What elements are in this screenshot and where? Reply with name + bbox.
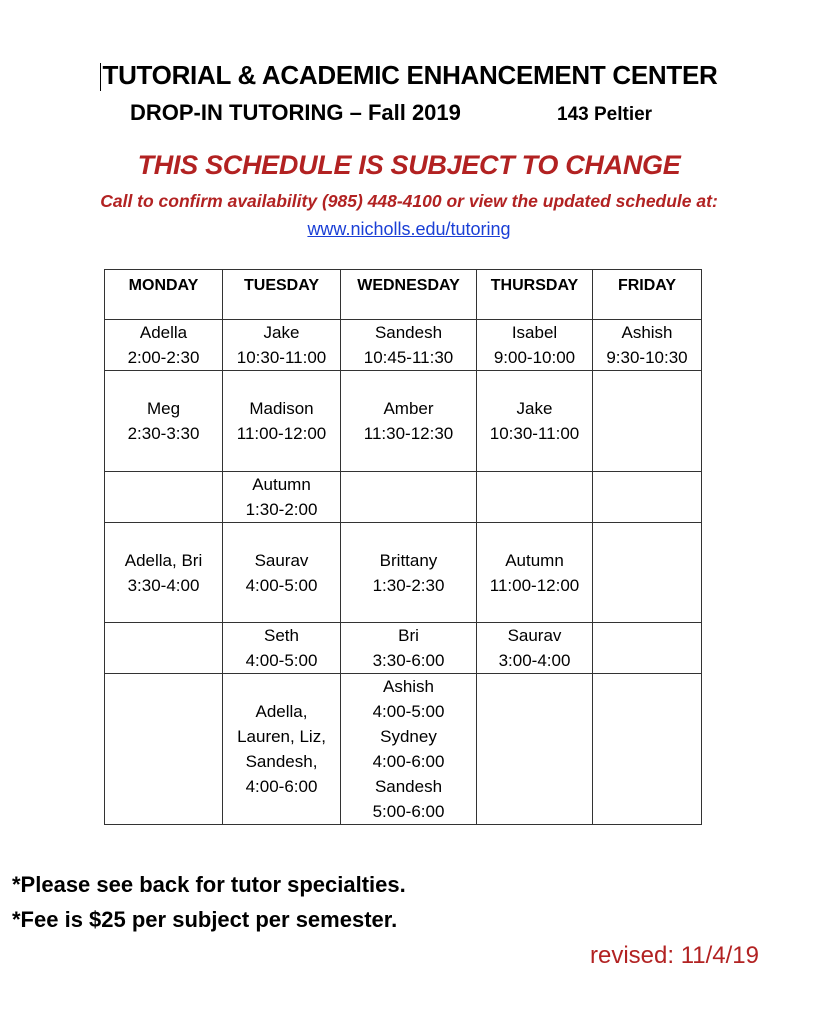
cell-line: Isabel: [511, 323, 558, 342]
cell-line: Jake: [516, 399, 553, 418]
center-title-text: TUTORIAL & ACADEMIC ENHANCEMENT CENTER: [102, 60, 718, 90]
cell-line: Seth: [264, 626, 299, 645]
schedule-cell: [477, 320, 593, 371]
schedule-cell: [593, 320, 702, 371]
column-header-wednesday: WEDNESDAY: [341, 270, 477, 320]
cell-line: Saurav: [254, 550, 309, 570]
schedule-cell: [341, 371, 477, 472]
cell-line: Saurav: [507, 626, 562, 645]
cell-line: 9:00-10:00: [493, 348, 576, 367]
cell-line: 4:00-5:00: [372, 702, 445, 721]
center-title: [0, 60, 818, 91]
schedule-cell: [223, 674, 341, 825]
cell-line: Adella: [139, 323, 188, 342]
cell-line: Madison: [249, 399, 314, 418]
schedule-cell: [223, 371, 341, 472]
schedule-cell: [341, 674, 477, 825]
cell-line: Sydney: [380, 727, 437, 746]
schedule-cell: [477, 371, 593, 472]
cell-line: 10:45-11:30: [363, 348, 454, 367]
schedule-cell: [477, 523, 593, 623]
table-row: [105, 371, 702, 472]
cell-line: 11:00-12:00: [489, 575, 580, 595]
schedule-cell: [593, 371, 702, 472]
cell-line: 4:00-5:00: [245, 651, 318, 670]
cell-line: Sandesh: [374, 323, 443, 342]
change-warning: THIS SCHEDULE IS SUBJECT TO CHANGE: [137, 150, 681, 180]
cell-line: Lauren, Liz,: [237, 727, 326, 746]
schedule-cell: [223, 523, 341, 623]
table-row: [105, 523, 702, 623]
cell-line: 10:30-11:00: [489, 424, 580, 443]
cell-line: Sandesh: [374, 777, 443, 796]
cell-line: 3:30-4:00: [127, 575, 200, 595]
schedule-cell: [105, 674, 223, 825]
cell-line: Bri: [398, 626, 419, 645]
call-to-confirm: Call to confirm availability (985) 448-4100 or view the updated schedule at:: [100, 191, 718, 211]
cell-line: Adella, Bri: [124, 550, 203, 570]
schedule-cell: [223, 623, 341, 674]
cell-line: 10:30-11:00: [236, 348, 327, 367]
cell-line: 5:00-6:00: [372, 802, 445, 821]
schedule-cell: [477, 623, 593, 674]
column-header-tuesday: TUESDAY: [223, 270, 341, 320]
location: 143 Peltier: [557, 104, 653, 125]
schedule-cell: [477, 472, 593, 523]
tutoring-link[interactable]: www.nicholls.edu/tutoring: [307, 219, 511, 239]
table-row: [105, 320, 702, 371]
column-header-friday: FRIDAY: [593, 270, 702, 320]
cell-line: Meg: [146, 399, 181, 418]
specialties-note: *Please see back for tutor specialties.: [12, 872, 406, 897]
cell-line: Brittany: [379, 550, 438, 570]
cell-line: 3:30-6:00: [372, 651, 445, 670]
schedule-cell: [341, 523, 477, 623]
cell-line: 1:30-2:30: [372, 575, 445, 595]
schedule-cell: [105, 371, 223, 472]
cell-line: Ashish: [621, 323, 673, 342]
table-row: [105, 674, 702, 825]
schedule-cell: [593, 674, 702, 825]
program-subtitle: DROP-IN TUTORING – Fall 2019: [130, 100, 461, 125]
cell-line: 2:00-2:30: [127, 348, 200, 367]
cell-line: Jake: [263, 323, 300, 342]
cell-line: 4:00-5:00: [245, 575, 318, 595]
schedule-cell: [105, 623, 223, 674]
schedule-cell: [477, 674, 593, 825]
cell-line: Ashish: [382, 677, 435, 696]
schedule-cell: [341, 472, 477, 523]
cell-line: 11:00-12:00: [236, 424, 327, 443]
schedule-cell: [341, 623, 477, 674]
cell-line: 4:00-6:00: [245, 777, 318, 796]
cell-line: Amber: [383, 399, 434, 418]
cell-line: Autumn: [252, 475, 311, 494]
column-header-thursday: THURSDAY: [477, 270, 593, 320]
cell-line: 2:30-3:30: [127, 424, 200, 443]
cell-line: 1:30-2:00: [245, 500, 318, 519]
schedule-cell: [105, 523, 223, 623]
schedule-cell: [593, 523, 702, 623]
cell-line: Adella,: [255, 702, 308, 721]
column-header-monday: MONDAY: [105, 270, 223, 320]
fee-note: *Fee is $25 per subject per semester.: [12, 907, 398, 932]
table-row: [105, 623, 702, 674]
schedule-cell: [223, 320, 341, 371]
schedule-cell: [105, 472, 223, 523]
schedule-cell: [223, 472, 341, 523]
cell-line: Autumn: [505, 550, 564, 570]
cell-line: 11:30-12:30: [363, 424, 454, 443]
schedule-cell: [593, 623, 702, 674]
schedule-cell: [341, 320, 477, 371]
schedule-table: [104, 269, 702, 825]
schedule-cell: [593, 472, 702, 523]
table-row: [105, 472, 702, 523]
cell-line: 3:00-4:00: [498, 651, 571, 670]
schedule-cell: [105, 320, 223, 371]
cell-line: Sandesh,: [245, 752, 318, 771]
cell-line: 4:00-6:00: [372, 752, 445, 771]
cell-line: 9:30-10:30: [606, 348, 688, 367]
revised-date: revised: 11/4/19: [590, 942, 759, 969]
